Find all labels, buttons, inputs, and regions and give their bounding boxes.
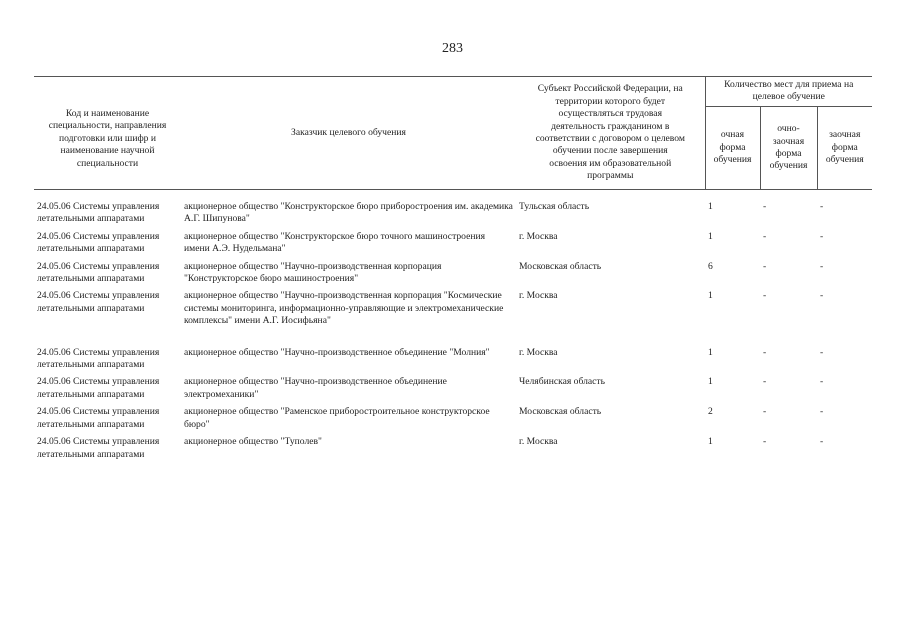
row-region: Московская область bbox=[519, 406, 602, 418]
row-full-time: 1 bbox=[708, 290, 713, 302]
row-part-time: - bbox=[763, 230, 767, 242]
table-row bbox=[34, 231, 872, 261]
row-full-time: 2 bbox=[708, 406, 713, 418]
row-distance: - bbox=[820, 376, 824, 388]
table-row bbox=[34, 261, 872, 291]
header-row bbox=[34, 77, 872, 107]
row-distance: - bbox=[820, 290, 824, 302]
row-full-time: 1 bbox=[708, 230, 713, 242]
row-code: 24.05.06 Системы управления летательными аппаратами bbox=[37, 376, 160, 400]
row-customer: акционерное общество "Научно-производственная корпорация "Космические системы мониторинга, информационно-управляющие и электромеханические комплексы" имени А.Г. Иосифьяна" bbox=[184, 290, 504, 327]
table-row bbox=[34, 376, 872, 406]
table-row bbox=[34, 406, 872, 436]
header-region: Субъект Российской Федерации, на территории которого будет осуществляться трудовая деятельность гражданином в соответствии с договором о целевом обучении после завершения освоения им образовательной программы bbox=[516, 77, 705, 190]
row-code: 24.05.06 Системы управления летательными аппаратами bbox=[37, 346, 160, 371]
target-admission-table bbox=[34, 76, 872, 466]
header-full-time: очная форма обучения bbox=[705, 106, 760, 189]
row-distance: - bbox=[820, 346, 824, 358]
row-customer: акционерное общество "Научно-производственная корпорация "Конструкторское бюро машиностроения" bbox=[184, 260, 442, 285]
row-distance: - bbox=[820, 260, 824, 272]
row-region: г. Москва bbox=[519, 436, 558, 448]
header-part-time: очно-заочная форма обучения bbox=[760, 106, 817, 189]
header-places: Количество мест для приема на целевое обучение bbox=[705, 77, 872, 107]
row-customer: акционерное общество "Конструкторское бюро приборостроения им. академика А.Г. Шипунова" bbox=[184, 201, 513, 225]
table-row bbox=[34, 290, 872, 346]
row-full-time: 1 bbox=[708, 346, 713, 358]
row-region: Московская область bbox=[519, 260, 602, 272]
table-row bbox=[34, 201, 872, 231]
row-code: 24.05.06 Системы управления летательными аппаратами bbox=[37, 201, 160, 225]
row-part-time: - bbox=[763, 260, 767, 272]
page-number: 283 bbox=[442, 41, 463, 56]
row-part-time: - bbox=[763, 346, 767, 358]
row-full-time: 1 bbox=[708, 201, 713, 212]
table-row bbox=[34, 347, 872, 377]
row-region: г. Москва bbox=[519, 230, 558, 242]
row-region: г. Москва bbox=[519, 346, 558, 358]
header-distance: заочная форма обучения bbox=[817, 106, 872, 189]
row-part-time: - bbox=[763, 436, 767, 448]
row-part-time: - bbox=[763, 406, 767, 418]
row-customer: акционерное общество "Конструкторское бюро точного машиностроения имени А.Э. Нудельмана" bbox=[184, 230, 486, 255]
row-customer: акционерное общество "Туполев" bbox=[184, 436, 322, 448]
row-part-time: - bbox=[763, 290, 767, 302]
row-region: Челябинская область bbox=[519, 376, 605, 388]
row-distance: - bbox=[820, 201, 824, 212]
row-code: 24.05.06 Системы управления летательными аппаратами bbox=[37, 436, 160, 460]
table-row bbox=[34, 436, 872, 466]
row-distance: - bbox=[820, 406, 824, 418]
row-region: г. Москва bbox=[519, 290, 558, 302]
row-customer: акционерное общество "Научно-производственное объединение электромеханики" bbox=[184, 376, 447, 400]
header-customer: Заказчик целевого обучения bbox=[181, 77, 516, 190]
row-distance: - bbox=[820, 436, 824, 448]
row-code: 24.05.06 Системы управления летательными аппаратами bbox=[37, 290, 160, 314]
row-code: 24.05.06 Системы управления летательными аппаратами bbox=[37, 230, 160, 255]
row-customer: акционерное общество "Научно-производственное объединение "Молния" bbox=[184, 346, 490, 358]
row-part-time: - bbox=[763, 201, 767, 212]
header-code: Код и наименование специальности, направления подготовки или шифр и наименование научной специальности bbox=[34, 77, 181, 190]
row-full-time: 1 bbox=[708, 376, 713, 388]
row-code: 24.05.06 Системы управления летательными аппаратами bbox=[37, 406, 160, 430]
row-part-time: - bbox=[763, 376, 767, 388]
row-customer: акционерное общество "Раменское приборостроительное конструкторское бюро" bbox=[184, 406, 490, 430]
row-distance: - bbox=[820, 230, 824, 242]
row-region: Тульская область bbox=[519, 201, 590, 212]
row-code: 24.05.06 Системы управления летательными аппаратами bbox=[37, 260, 160, 285]
row-full-time: 1 bbox=[708, 436, 713, 448]
row-full-time: 6 bbox=[708, 260, 713, 272]
